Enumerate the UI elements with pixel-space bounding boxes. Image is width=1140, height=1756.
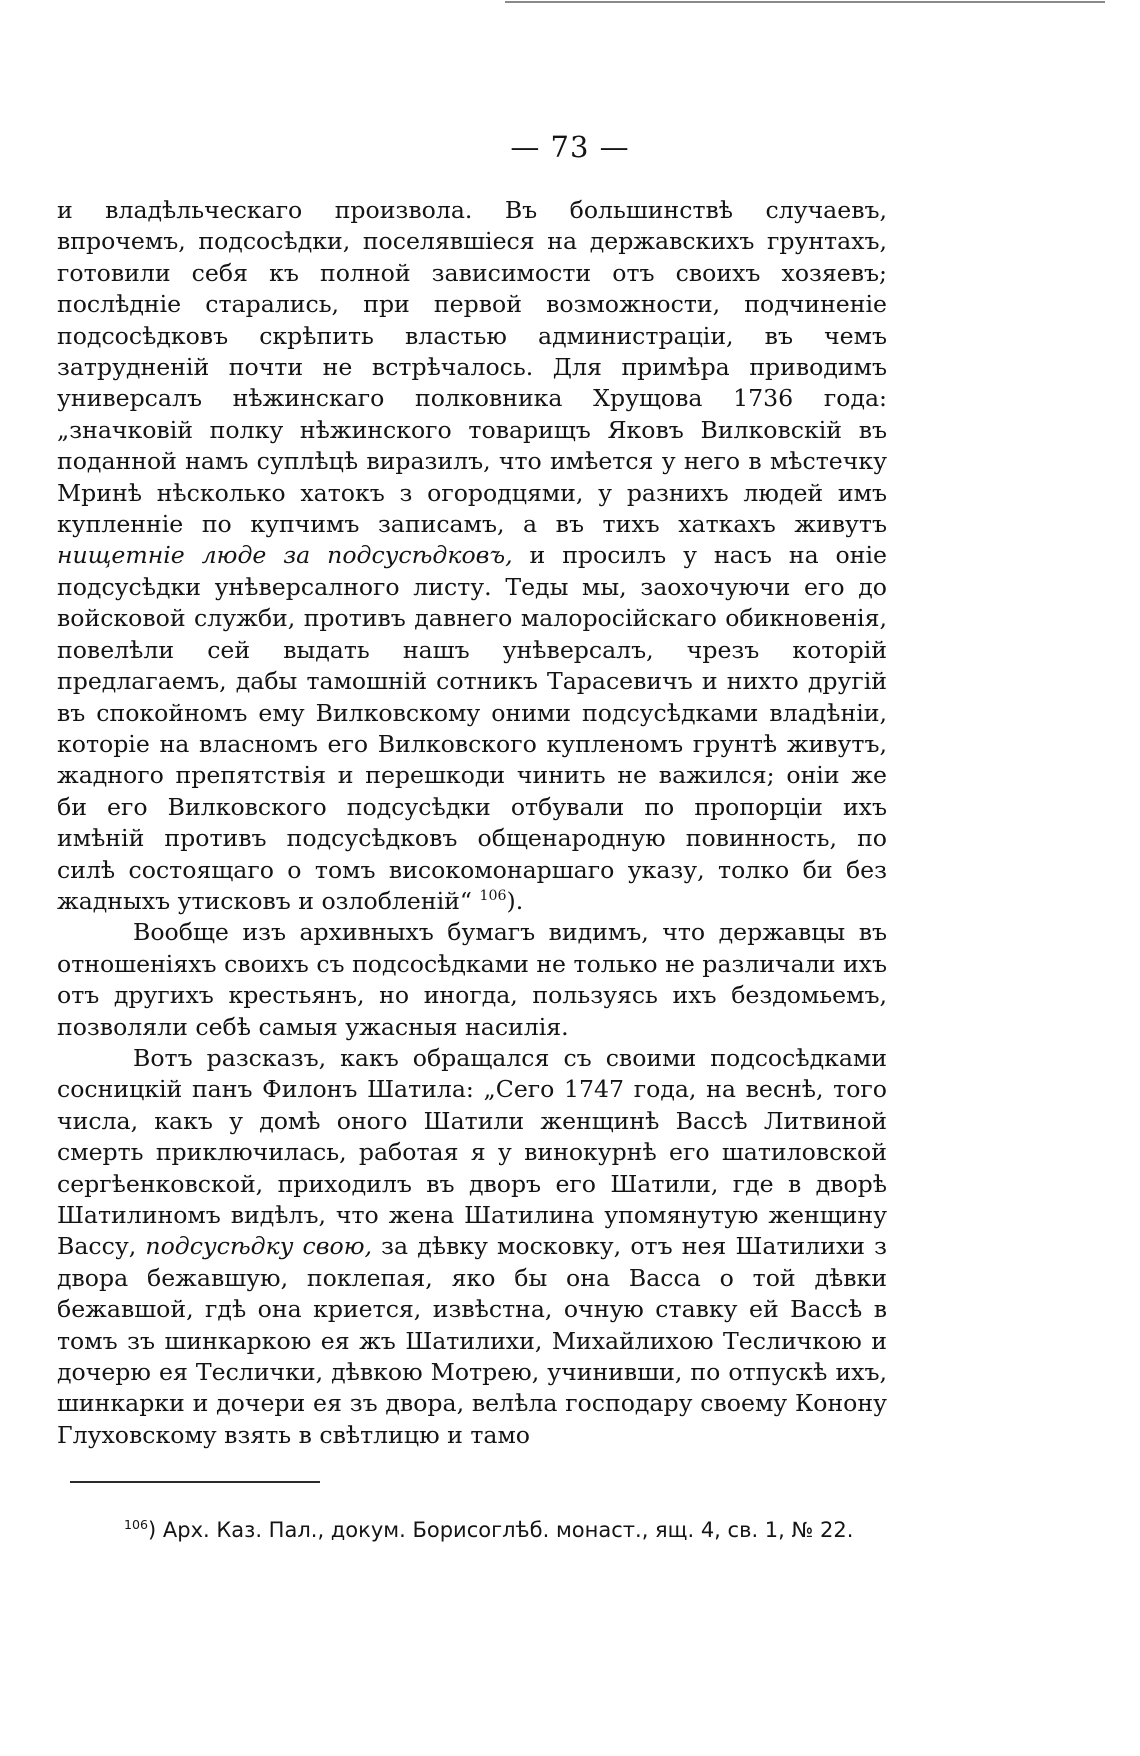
paragraph-2-text: Вообще изъ архивныхъ бумагъ видимъ, что державцы въ отношеніяхъ своихъ съ подсосѣдками не только не различали ихъ отъ другихъ крестьянъ, но иногда, пользуясь ихъ бездомьемъ, позволяли себѣ самыя ужасныя насилія. bbox=[57, 918, 887, 1041]
paragraph-3-text-a: Вотъ разсказъ, какъ обращался съ своими подсосѣдками сосницкій панъ Филонъ Шатила: „Сего 1747 года, на веснѣ, того числа, какъ у домѣ оного Шатили женщинѣ Вассѣ Литвиной смерть приключилась, работая я у винокурнѣ его шатиловской сергѣенковской, приходилъ въ дворъ его Шатили, где в дворѣ Шатилиномъ видѣлъ, что жена Шатилина упомянутую женщину Вассу, bbox=[57, 1043, 887, 1261]
paragraph-2 bbox=[57, 917, 887, 1043]
footnote-separator bbox=[70, 1481, 320, 1483]
top-edge-rule bbox=[505, 1, 1105, 3]
paragraph-1-text-a: и владѣльческаго произвола. Въ большинствѣ случаевъ, впрочемъ, подсосѣдки, поселявшіеся на державскихъ грунтахъ, готовили себя къ полной зависимости отъ своихъ хозяевъ; послѣдніе старались, при первой возможности, подчиненіе подсосѣдковъ скрѣпить властью администраціи, въ чемъ затрудненій почти не встрѣчалось. Для примѣра приводимъ универсалъ нѣжинскаго полковника Хрущова 1736 года: „значковій полку нѣжинского товарищъ Яковъ Вилковскій въ поданной намъ суплѣцѣ виразилъ, что имѣется у него в мѣстечку Мринѣ нѣсколько хатокъ з огородцями, у разнихъ людей имъ купленніе по купчимъ записамъ, а въ тихъ хаткахъ живутъ bbox=[57, 196, 887, 539]
footnote-reference: 106 bbox=[479, 888, 507, 905]
footnote-text: ) Арх. Каз. Пал., докум. Борисоглѣб. монаст., ящ. 4, св. 1, № 22. bbox=[148, 1518, 854, 1542]
main-text bbox=[57, 195, 887, 1451]
paragraph-1 bbox=[57, 195, 887, 917]
paragraph-3-italic: подсусѣдку свою, bbox=[145, 1232, 372, 1261]
page-number: — 73 — bbox=[510, 130, 630, 164]
paragraph-3 bbox=[57, 1043, 887, 1451]
paragraph-1-text-b: и просилъ у насъ на оніе подсусѣдки унѣверсалного листу. Теды мы, заохочуючи его до войсковой служби, противъ давнего малоросійскаго обикновенія, повелѣли сей выдать нашъ унѣверсалъ, чрезъ которій предлагаемъ, дабы тамошній сотникъ Тарасевичъ и нихто другій въ спокойномъ ему Вилковскому оними подсусѣдками владѣніи, которіе на власномъ его Вилковского купленомъ грунтѣ живутъ, жадного препятствія и перешкоди чинить не важился; оніи же би его Вилковского подсусѣдки отбували по пропорціи ихъ имѣній противъ подсусѣдковъ общенародную повинность, по силѣ состоящаго о томъ високомонаршаго указу, толко би без жадныхъ утисковъ и озлобленій“ bbox=[57, 541, 887, 915]
paragraph-1-italic: нищетніе люде за подсусѣдковъ, bbox=[57, 541, 513, 570]
paragraph-1-text-end: ). bbox=[506, 886, 524, 915]
footnote-mark: 106 bbox=[124, 1517, 149, 1532]
footnote bbox=[124, 1516, 904, 1544]
paragraph-3-text-b: за дѣвку московку, отъ нея Шатилихи з двора бежавшую, поклепая, яко бы она Васса о той дѣвки бежавшой, гдѣ она криется, извѣстна, очную ставку ей Вассѣ в томъ зъ шинкаркою ея жъ Шатилихи, Михайлихою Тесличкою и дочерю ея Теслички, дѣвкою Мотрею, учинивши, по отпускѣ ихъ, шинкарки и дочери ея зъ двора, велѣла господару своему Конону Глуховскому взять в свѣтлицю и тамо bbox=[57, 1232, 888, 1449]
